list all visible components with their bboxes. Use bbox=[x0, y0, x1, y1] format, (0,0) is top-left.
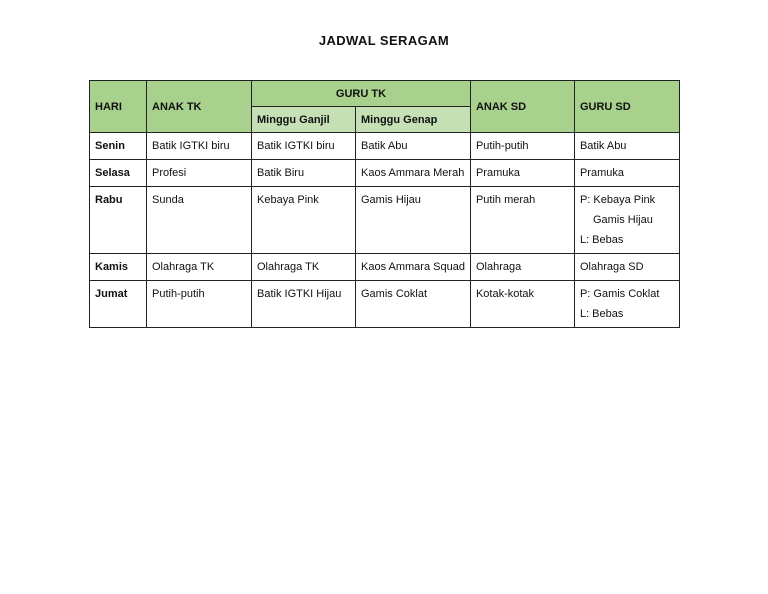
table-row bbox=[90, 133, 680, 160]
page-title: JADWAL SERAGAM bbox=[318, 33, 450, 48]
guru-tk-genap-cell: Batik Abu bbox=[356, 133, 471, 160]
header-hari: HARI bbox=[90, 81, 147, 133]
guru-tk-ganjil-cell: Olahraga TK bbox=[252, 254, 356, 281]
guru-sd-line: Batik Abu bbox=[579, 140, 627, 152]
anak-tk-cell: Olahraga TK bbox=[147, 254, 252, 281]
header-minggu-genap: Minggu Genap bbox=[356, 107, 471, 133]
anak-tk-cell: Sunda bbox=[147, 187, 252, 254]
header-minggu-ganjil: Minggu Ganjil bbox=[252, 107, 356, 133]
day-cell: Selasa bbox=[90, 160, 147, 187]
anak-sd-cell: Pramuka bbox=[470, 160, 574, 187]
uniform-schedule-table bbox=[89, 80, 680, 328]
header-guru-sd: GURU SD bbox=[574, 81, 679, 133]
table-row bbox=[90, 254, 680, 281]
day-cell: Senin bbox=[90, 133, 147, 160]
guru-sd-line: Gamis Hijau bbox=[592, 214, 653, 226]
guru-sd-line: L: Bebas bbox=[579, 308, 624, 320]
guru-tk-ganjil-cell: Batik Biru bbox=[252, 160, 356, 187]
guru-sd-line: Pramuka bbox=[579, 167, 624, 179]
guru-sd-line: P: Kebaya Pink bbox=[579, 194, 656, 206]
anak-tk-cell: Putih-putih bbox=[147, 281, 252, 328]
anak-sd-cell: Putih-putih bbox=[470, 133, 574, 160]
guru-sd-line: P: Gamis Coklat bbox=[579, 288, 660, 300]
table-row bbox=[90, 187, 680, 254]
day-cell: Kamis bbox=[90, 254, 147, 281]
guru-tk-ganjil-cell: Kebaya Pink bbox=[252, 187, 356, 254]
guru-tk-ganjil-cell: Batik IGTKI biru bbox=[252, 133, 356, 160]
anak-sd-cell: Kotak-kotak bbox=[470, 281, 574, 328]
guru-tk-genap-cell: Kaos Ammara Squad bbox=[356, 254, 471, 281]
anak-tk-cell: Batik IGTKI biru bbox=[147, 133, 252, 160]
header-guru-tk: GURU TK bbox=[252, 81, 471, 107]
guru-tk-ganjil-cell: Batik IGTKI Hijau bbox=[252, 281, 356, 328]
header-anak-tk: ANAK TK bbox=[147, 81, 252, 133]
guru-sd-cell bbox=[574, 187, 679, 254]
guru-sd-cell bbox=[574, 160, 679, 187]
guru-tk-genap-cell: Kaos Ammara Merah bbox=[356, 160, 471, 187]
table-row bbox=[90, 281, 680, 328]
table-row bbox=[90, 160, 680, 187]
guru-sd-cell bbox=[574, 281, 679, 328]
guru-tk-genap-cell: Gamis Coklat bbox=[356, 281, 471, 328]
anak-sd-cell: Olahraga bbox=[470, 254, 574, 281]
guru-sd-cell bbox=[574, 133, 679, 160]
day-cell: Rabu bbox=[90, 187, 147, 254]
header-anak-sd: ANAK SD bbox=[470, 81, 574, 133]
guru-sd-line: L: Bebas bbox=[579, 234, 624, 246]
anak-sd-cell: Putih merah bbox=[470, 187, 574, 254]
day-cell: Jumat bbox=[90, 281, 147, 328]
anak-tk-cell: Profesi bbox=[147, 160, 252, 187]
guru-tk-genap-cell: Gamis Hijau bbox=[356, 187, 471, 254]
guru-sd-cell bbox=[574, 254, 679, 281]
guru-sd-line: Olahraga SD bbox=[579, 261, 644, 273]
